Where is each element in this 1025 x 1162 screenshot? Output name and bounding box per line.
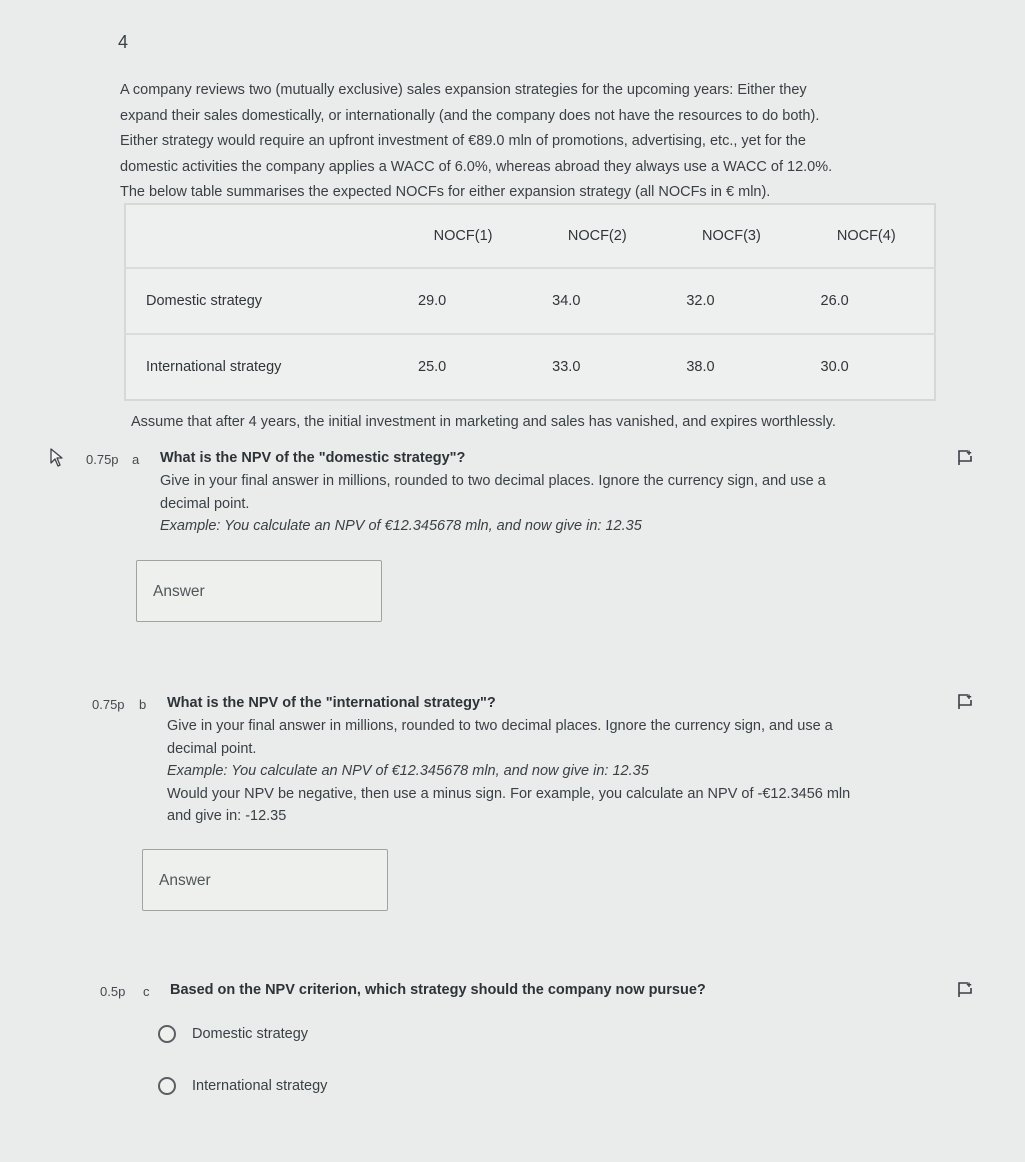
table-cell: 26.0 (799, 268, 935, 334)
answer-input-b[interactable]: Answer (142, 849, 388, 911)
instruction-line: Give in your final answer in millions, rounded to two decimal places. Ignore the currency sign, and use a (167, 718, 833, 734)
part-a-instructions (160, 470, 920, 538)
option-label: International strategy (192, 1078, 328, 1094)
intro-line: A company reviews two (mutually exclusive) sales expansion strategies for the upcoming years: Either they (120, 82, 807, 98)
table-cell: 34.0 (530, 268, 664, 334)
table-cell: 30.0 (820, 359, 849, 375)
radio-button[interactable] (158, 1025, 176, 1043)
instruction-line: Would your NPV be negative, then use a minus sign. For example, you calculate an NPV of -€12.3456 mln (167, 785, 851, 802)
flag-plus-icon[interactable] (958, 694, 972, 710)
answer-input-a[interactable]: Answer (136, 560, 382, 622)
part-b-title: What is the NPV of the "international strategy"? (167, 695, 496, 711)
instruction-line: decimal point. (160, 495, 250, 512)
nocf-table (124, 203, 936, 401)
radio-button[interactable] (158, 1077, 176, 1095)
part-b-points: 0.75p (92, 697, 125, 712)
table-header-row (125, 204, 935, 268)
option-label: Domestic strategy (192, 1026, 309, 1042)
table-cell: 32.0 (664, 268, 798, 334)
table-cell: 38.0 (686, 359, 715, 375)
table-header-cell (125, 204, 396, 268)
mouse-pointer-icon (50, 448, 66, 468)
flag-plus-icon[interactable] (958, 450, 972, 466)
intro-line: expand their sales domestically, or internationally (and the company does not have the resources to do both). (120, 107, 820, 124)
instruction-line: Give in your final answer in millions, rounded to two decimal places. Ignore the currency sign, and use a (160, 473, 826, 489)
table-header-cell: NOCF(3) (664, 204, 798, 268)
table-cell: 25.0 (418, 359, 447, 375)
example-line (160, 515, 920, 538)
option-international[interactable] (158, 1077, 327, 1095)
instruction-line: and give in: -12.35 (167, 808, 287, 824)
intro-line: Either strategy would require an upfront investment of €89.0 mln of promotions, advertising, etc., yet for the (120, 133, 806, 149)
example-text: Example: You calculate an NPV of €12.345678 mln, and now give in: 12.35 (167, 763, 649, 779)
table-row (125, 268, 935, 334)
example-line (167, 760, 927, 783)
flag-plus-icon[interactable] (958, 982, 972, 998)
intro-line: The below table summarises the expected NOCFs for either expansion strategy (all NOCFs in € mln). (120, 184, 771, 200)
part-c-title: Based on the NPV criterion, which strategy should the company now pursue? (170, 982, 706, 998)
question-intro (120, 78, 950, 206)
part-b-letter: b (139, 697, 147, 712)
table-header-cell: NOCF(4) (799, 204, 935, 268)
table-row (125, 334, 935, 400)
row-label-domestic: Domestic strategy (125, 268, 396, 334)
part-a-title: What is the NPV of the "domestic strategy"? (160, 450, 466, 466)
intro-line: domestic activities the company applies a WACC of 6.0%, whereas abroad they always use a WACC of 12.0%. (120, 158, 833, 175)
assumption-text: Assume that after 4 years, the initial investment in marketing and sales has vanished, and expires worthlessly. (131, 414, 836, 430)
table-cell: 29.0 (396, 268, 530, 334)
row-label-international: International strategy (146, 359, 282, 375)
instruction-line: decimal point. (167, 740, 257, 757)
part-c-points: 0.5p (100, 984, 126, 999)
part-b-instructions (167, 715, 927, 828)
part-a-letter: a (132, 452, 140, 467)
part-c-letter: c (143, 984, 150, 999)
option-domestic[interactable] (158, 1025, 308, 1043)
part-a-points: 0.75p (86, 452, 119, 467)
example-text: Example: You calculate an NPV of €12.345678 mln, and now give in: 12.35 (160, 518, 642, 534)
table-header-cell: NOCF(1) (396, 204, 530, 268)
table-header-cell: NOCF(2) (530, 204, 664, 268)
table-cell: 33.0 (552, 359, 581, 375)
question-number: 4 (118, 32, 129, 52)
